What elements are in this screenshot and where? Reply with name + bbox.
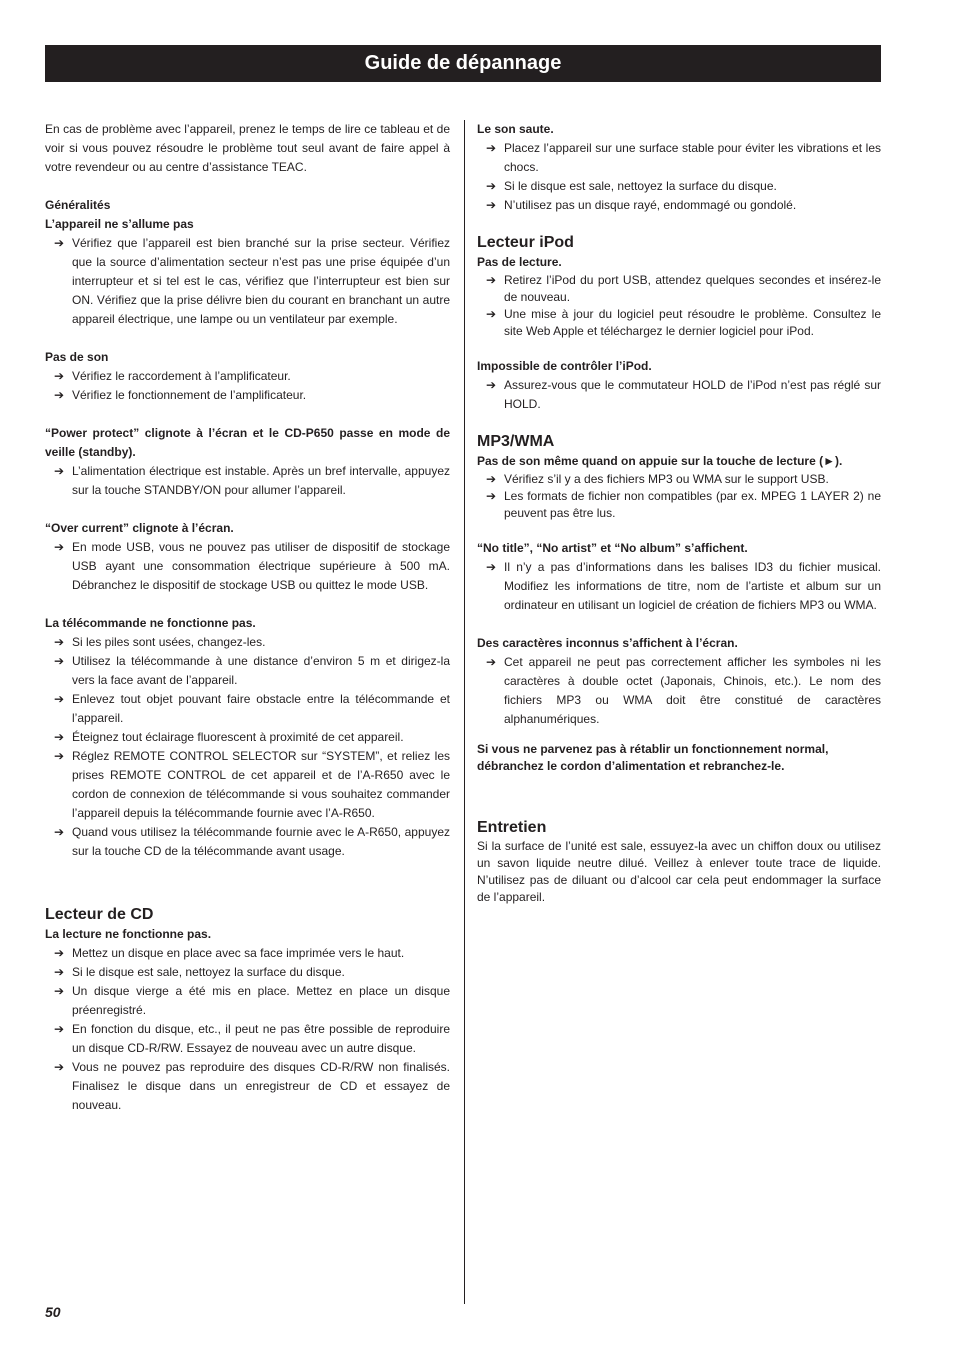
maintenance-heading: Entretien [477, 819, 547, 836]
list-item: ➔ En mode USB, vous ne pouvez pas utiliser de dispositif de stockage USB ayant une consommation électrique supérieure à 500 mA. Débranchez le dispositif de stockage USB ou quittez le mode USB. [54, 540, 450, 592]
arrow-icon: ➔ [54, 730, 65, 744]
arrow-icon: ➔ [486, 273, 497, 287]
arrow-icon: ➔ [486, 378, 497, 392]
arrow-icon: ➔ [486, 489, 497, 503]
question-ipod-no-play: Pas de lecture. [477, 255, 562, 269]
list-item: ➔ Il n’y a pas d’informations dans les balises ID3 du fichier musical. Modifiez les informations de titre, nom de l’artiste et album sur un ordinateur en utilisant un logiciel de création de fichiers MP3 ou WMA. [486, 560, 881, 612]
ipod-heading: Lecteur iPod [477, 234, 574, 251]
arrow-icon: ➔ [486, 141, 497, 155]
arrow-icon: ➔ [54, 1060, 65, 1074]
arrow-icon: ➔ [54, 692, 65, 706]
arrow-icon: ➔ [486, 655, 497, 669]
question-remote: La télécommande ne fonctionne pas. [45, 616, 256, 630]
list-item: ➔ Un disque vierge a été mis en place. Mettez en place un disque préenregistré. [54, 984, 450, 1017]
arrow-icon: ➔ [54, 946, 65, 960]
list-item: ➔ Si le disque est sale, nettoyez la surface du disque. [45, 963, 450, 982]
arrow-icon: ➔ [54, 654, 65, 668]
list-item: ➔ Si le disque est sale, nettoyez la surface du disque. [477, 177, 881, 196]
question-mp3-unknown-chars: Des caractères inconnus s’affichent à l’écran. [477, 636, 738, 650]
question-no-sound: Pas de son [45, 350, 109, 364]
arrow-icon: ➔ [486, 307, 497, 321]
arrow-icon: ➔ [486, 179, 497, 193]
mp3-heading: MP3/WMA [477, 433, 555, 450]
arrow-icon: ➔ [54, 825, 65, 839]
question-cd-skips: Le son saute. [477, 122, 554, 136]
list-item: ➔ Assurez-vous que le commutateur HOLD de l’iPod n’est pas réglé sur HOLD. [486, 378, 881, 411]
question-power: L’appareil ne s’allume pas [45, 217, 194, 231]
list-item: ➔ Éteignez tout éclairage fluorescent à proximité de cet appareil. [45, 728, 450, 747]
arrow-icon: ➔ [486, 560, 497, 574]
left-column [45, 120, 450, 1115]
page-number: 50 [45, 1304, 61, 1320]
list-item: ➔ Utilisez la télécommande à une distance d’environ 5 m et dirigez-la vers la face avant de l’appareil. [54, 654, 450, 687]
list-item: ➔ Vous ne pouvez pas reproduire des disques CD-R/RW non finalisés. Finalisez le disque dans un enregistreur de CD et essayez de nouveau. [54, 1060, 450, 1112]
title-bar [45, 45, 881, 82]
page-title: Guide de dépannage [364, 52, 562, 74]
list-item: ➔ Enlevez tout objet pouvant faire obstacle entre la télécommande et l’appareil. [54, 692, 450, 725]
arrow-icon: ➔ [54, 388, 65, 402]
list-item: ➔ Si les piles sont usées, changez-les. [45, 633, 450, 652]
arrow-icon: ➔ [54, 369, 65, 383]
intro-text: En cas de problème avec l’appareil, prenez le temps de lire ce tableau et de voir si vous pouvez résoudre le problème tout seul avant de faire appel à votre revendeur ou au centre d’assistance TEAC. [45, 122, 450, 174]
arrow-icon: ➔ [54, 236, 65, 250]
list-item: ➔ Placez l’appareil sur une surface stable pour éviter les vibrations et les chocs. [486, 141, 881, 174]
list-item: ➔ Vérifiez le raccordement à l’amplificateur. [45, 367, 450, 386]
list-item: ➔ Une mise à jour du logiciel peut résoudre le problème. Consultez le site Web Apple et téléchargez le dernier logiciel pour iPod. [486, 307, 881, 338]
arrow-icon: ➔ [54, 464, 65, 478]
list-item: ➔ L’alimentation électrique est instable. Après un bref intervalle, appuyez sur la touche STANDBY/ON pour allumer l’appareil. [54, 464, 450, 497]
arrow-icon: ➔ [54, 540, 65, 554]
arrow-icon: ➔ [54, 635, 65, 649]
cd-heading: Lecteur de CD [45, 906, 154, 923]
list-item: ➔ Réglez REMOTE CONTROL SELECTOR sur “SYSTEM”, et reliez les prises REMOTE CONTROL de cet appareil et de l’A-R650 avec le cordon de connexion de télécommande si vous souhaitez commander l’appareil depuis la télécommande fournie avec l’A-R650. [54, 749, 450, 820]
general-heading: Généralités [45, 198, 111, 212]
arrow-icon: ➔ [54, 984, 65, 998]
question-ipod-no-control: Impossible de contrôler l’iPod. [477, 359, 652, 373]
right-column [477, 120, 881, 906]
list-item: ➔ Cet appareil ne peut pas correctement afficher les symboles ni les caractères à double octet (Japonais, Chinois, etc.). Le nom des fichiers MP3 ou WMA doit être constitué de caractères alphanumériques. [486, 655, 881, 726]
question-over-current: “Over current” clignote à l’écran. [45, 521, 234, 535]
question-cd-no-play: La lecture ne fonctionne pas. [45, 927, 212, 941]
column-divider [464, 120, 465, 1304]
final-note: Si vous ne parvenez pas à rétablir un fonctionnement normal, débranchez le cordon d’alimentation et rebranchez-le. [477, 742, 829, 773]
list-item: ➔ Vérifiez que l’appareil est bien branché sur la prise secteur. Vérifiez que la source d’alimentation secteur n’est pas une prise équipée d’un interrupteur et si tel est le cas, vérifiez que l’interrupteur est bien sur ON. Vérifiez que la prise délivre bien du courant en branchant un autre appareil électrique, une lampe ou un ventilateur par exemple. [54, 236, 450, 326]
arrow-icon: ➔ [486, 198, 497, 212]
list-item: ➔ Quand vous utilisez la télécommande fournie avec le A-R650, appuyez sur la touche CD de la télécommande avant usage. [54, 825, 450, 858]
question-mp3-no-sound: Pas de son même quand on appuie sur la touche de lecture (►). [477, 454, 843, 468]
list-item: ➔ N’utilisez pas un disque rayé, endommagé ou gondolé. [477, 196, 881, 215]
list-item: ➔ Vérifiez s’il y a des fichiers MP3 ou WMA sur le support USB. [486, 472, 829, 486]
arrow-icon: ➔ [54, 1022, 65, 1036]
list-item: ➔ Vérifiez le fonctionnement de l’amplificateur. [45, 386, 450, 405]
maintenance-text: Si la surface de l’unité est sale, essuyez-la avec un chiffon doux ou utilisez un savon liquide neutre dilué. Veillez à enlever toute trace de liquide. N’utilisez pas de diluant ou d’alcool car cela peut endommager la surface de l’appareil. [477, 839, 881, 904]
question-power-protect: “Power protect” clignote à l’écran et le CD-P650 passe en mode de veille (standby). [45, 426, 450, 459]
list-item: ➔ Mettez un disque en place avec sa face imprimée vers le haut. [45, 944, 450, 963]
arrow-icon: ➔ [486, 472, 497, 486]
arrow-icon: ➔ [54, 965, 65, 979]
list-item: ➔ Les formats de fichier non compatibles (par ex. MPEG 1 LAYER 2) ne peuvent pas être lus. [486, 489, 881, 520]
arrow-icon: ➔ [54, 749, 65, 763]
list-item: ➔ En fonction du disque, etc., il peut ne pas être possible de reproduire un disque CD-R/RW. Essayez de nouveau avec un autre disque. [54, 1022, 450, 1055]
question-mp3-no-title: “No title”, “No artist” et “No album” s’affichent. [477, 541, 748, 555]
list-item: ➔ Retirez l’iPod du port USB, attendez quelques secondes et insérez-le de nouveau. [486, 273, 881, 304]
